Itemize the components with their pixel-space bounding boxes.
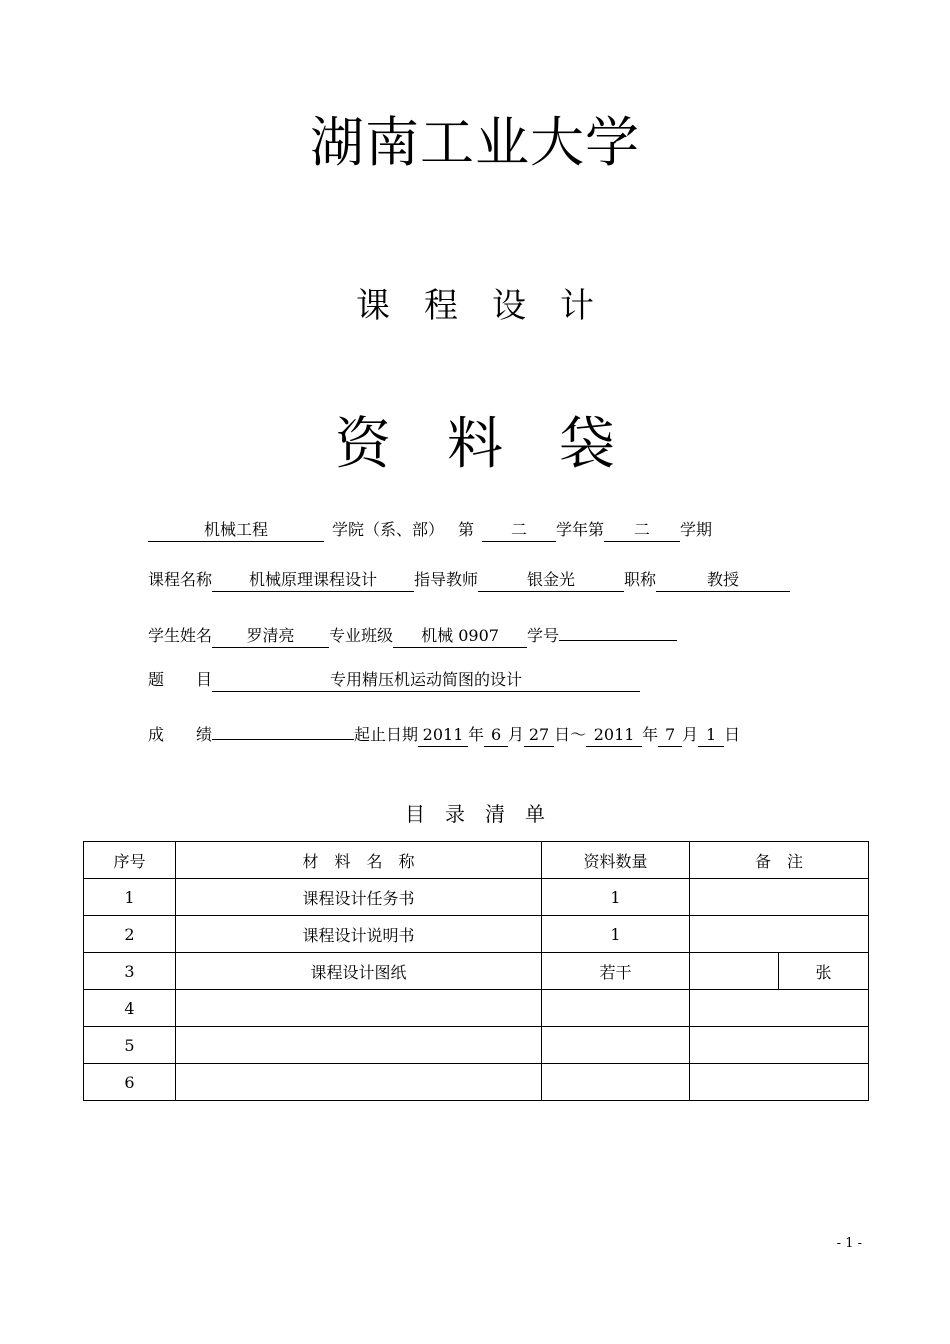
page-number: - 1 -	[836, 1236, 862, 1251]
student-name-field[interactable]: 罗清亮	[212, 625, 329, 648]
table-row	[84, 879, 869, 916]
year-char: 年	[468, 725, 485, 744]
student-id-field[interactable]	[559, 618, 677, 641]
material-quantity	[542, 1027, 690, 1064]
row-number: 3	[84, 953, 176, 990]
toc-table	[83, 841, 869, 1101]
row-number: 1	[84, 879, 176, 916]
end-month-field[interactable]: 7	[658, 724, 682, 747]
class-label: 专业班级	[329, 626, 394, 645]
grade-date-row	[148, 717, 741, 744]
material-quantity: 1	[542, 879, 690, 916]
term-suffix-label: 学期	[680, 520, 713, 539]
material-name: 课程设计图纸	[176, 953, 542, 990]
material-name: 课程设计任务书	[176, 879, 542, 916]
material-note	[690, 916, 869, 953]
college-field[interactable]: 机械工程	[148, 519, 324, 542]
row-number: 5	[84, 1027, 176, 1064]
header-cell: 备 注	[690, 842, 869, 879]
material-quantity: 若干	[542, 953, 690, 990]
course-design-heading: 课 程 设 计	[356, 286, 594, 326]
student-id-label: 学号	[527, 626, 560, 645]
end-day-field[interactable]: 1	[698, 724, 724, 747]
material-name: 课程设计说明书	[176, 916, 542, 953]
teacher-field[interactable]: 银金光	[478, 569, 624, 592]
table-header-row	[84, 842, 869, 879]
year-prefix: 第	[458, 520, 475, 539]
college-label: 学院（系、部）	[332, 520, 445, 539]
header-cell: 资料数量	[542, 842, 690, 879]
class-field[interactable]: 机械 0907	[393, 625, 527, 648]
material-note	[690, 953, 779, 990]
grade-label: 成 绩	[148, 725, 213, 744]
date-separator: ～	[570, 725, 587, 744]
grade-field[interactable]	[212, 717, 354, 740]
material-note-unit: 张	[779, 953, 869, 990]
toc-title: 目 录 清 单	[405, 802, 545, 826]
year-char-2: 年	[642, 725, 659, 744]
table-row	[84, 1064, 869, 1101]
course-name-field[interactable]: 机械原理课程设计	[212, 569, 414, 592]
header-cell: 材 料 名 称	[176, 842, 542, 879]
course-name-label: 课程名称	[148, 570, 213, 589]
table-row	[84, 953, 869, 990]
material-note	[690, 879, 869, 916]
material-note	[690, 1027, 869, 1064]
teacher-label: 指导教师	[414, 570, 479, 589]
start-day-field[interactable]: 27	[524, 724, 554, 747]
material-quantity	[542, 1064, 690, 1101]
material-quantity	[542, 990, 690, 1027]
row-number: 4	[84, 990, 176, 1027]
start-year-field[interactable]: 2011	[418, 724, 468, 747]
professional-title-field[interactable]: 教授	[656, 569, 790, 592]
topic-row	[148, 668, 640, 692]
student-row	[148, 618, 677, 645]
table-row	[84, 916, 869, 953]
topic-field[interactable]: 专用精压机运动简图的设计	[212, 669, 640, 692]
data-bag-heading: 资 料 袋	[335, 412, 615, 477]
day-char: 日	[554, 725, 571, 744]
student-name-label: 学生姓名	[148, 626, 213, 645]
month-char: 月	[508, 725, 525, 744]
month-char-2: 月	[682, 725, 699, 744]
professional-title-label: 职称	[624, 570, 657, 589]
course-row	[148, 568, 790, 592]
university-title: 湖南工业大学	[310, 111, 640, 174]
header-cell: 序号	[84, 842, 176, 879]
table-row	[84, 1027, 869, 1064]
academic-year-field[interactable]: 二	[482, 519, 556, 542]
start-month-field[interactable]: 6	[484, 724, 508, 747]
year-mid-label: 学年第	[556, 520, 605, 539]
topic-label: 题 目	[148, 670, 213, 689]
material-name	[176, 1064, 542, 1101]
row-number: 6	[84, 1064, 176, 1101]
material-quantity: 1	[542, 916, 690, 953]
material-name	[176, 1027, 542, 1064]
material-note	[690, 1064, 869, 1101]
day-char-2: 日	[724, 725, 741, 744]
row-number: 2	[84, 916, 176, 953]
term-field[interactable]: 二	[604, 519, 680, 542]
table-row	[84, 990, 869, 1027]
end-year-field[interactable]: 2011	[586, 724, 642, 747]
material-note	[690, 990, 869, 1027]
date-label: 起止日期	[354, 725, 419, 744]
college-row	[148, 518, 712, 542]
material-name	[176, 990, 542, 1027]
